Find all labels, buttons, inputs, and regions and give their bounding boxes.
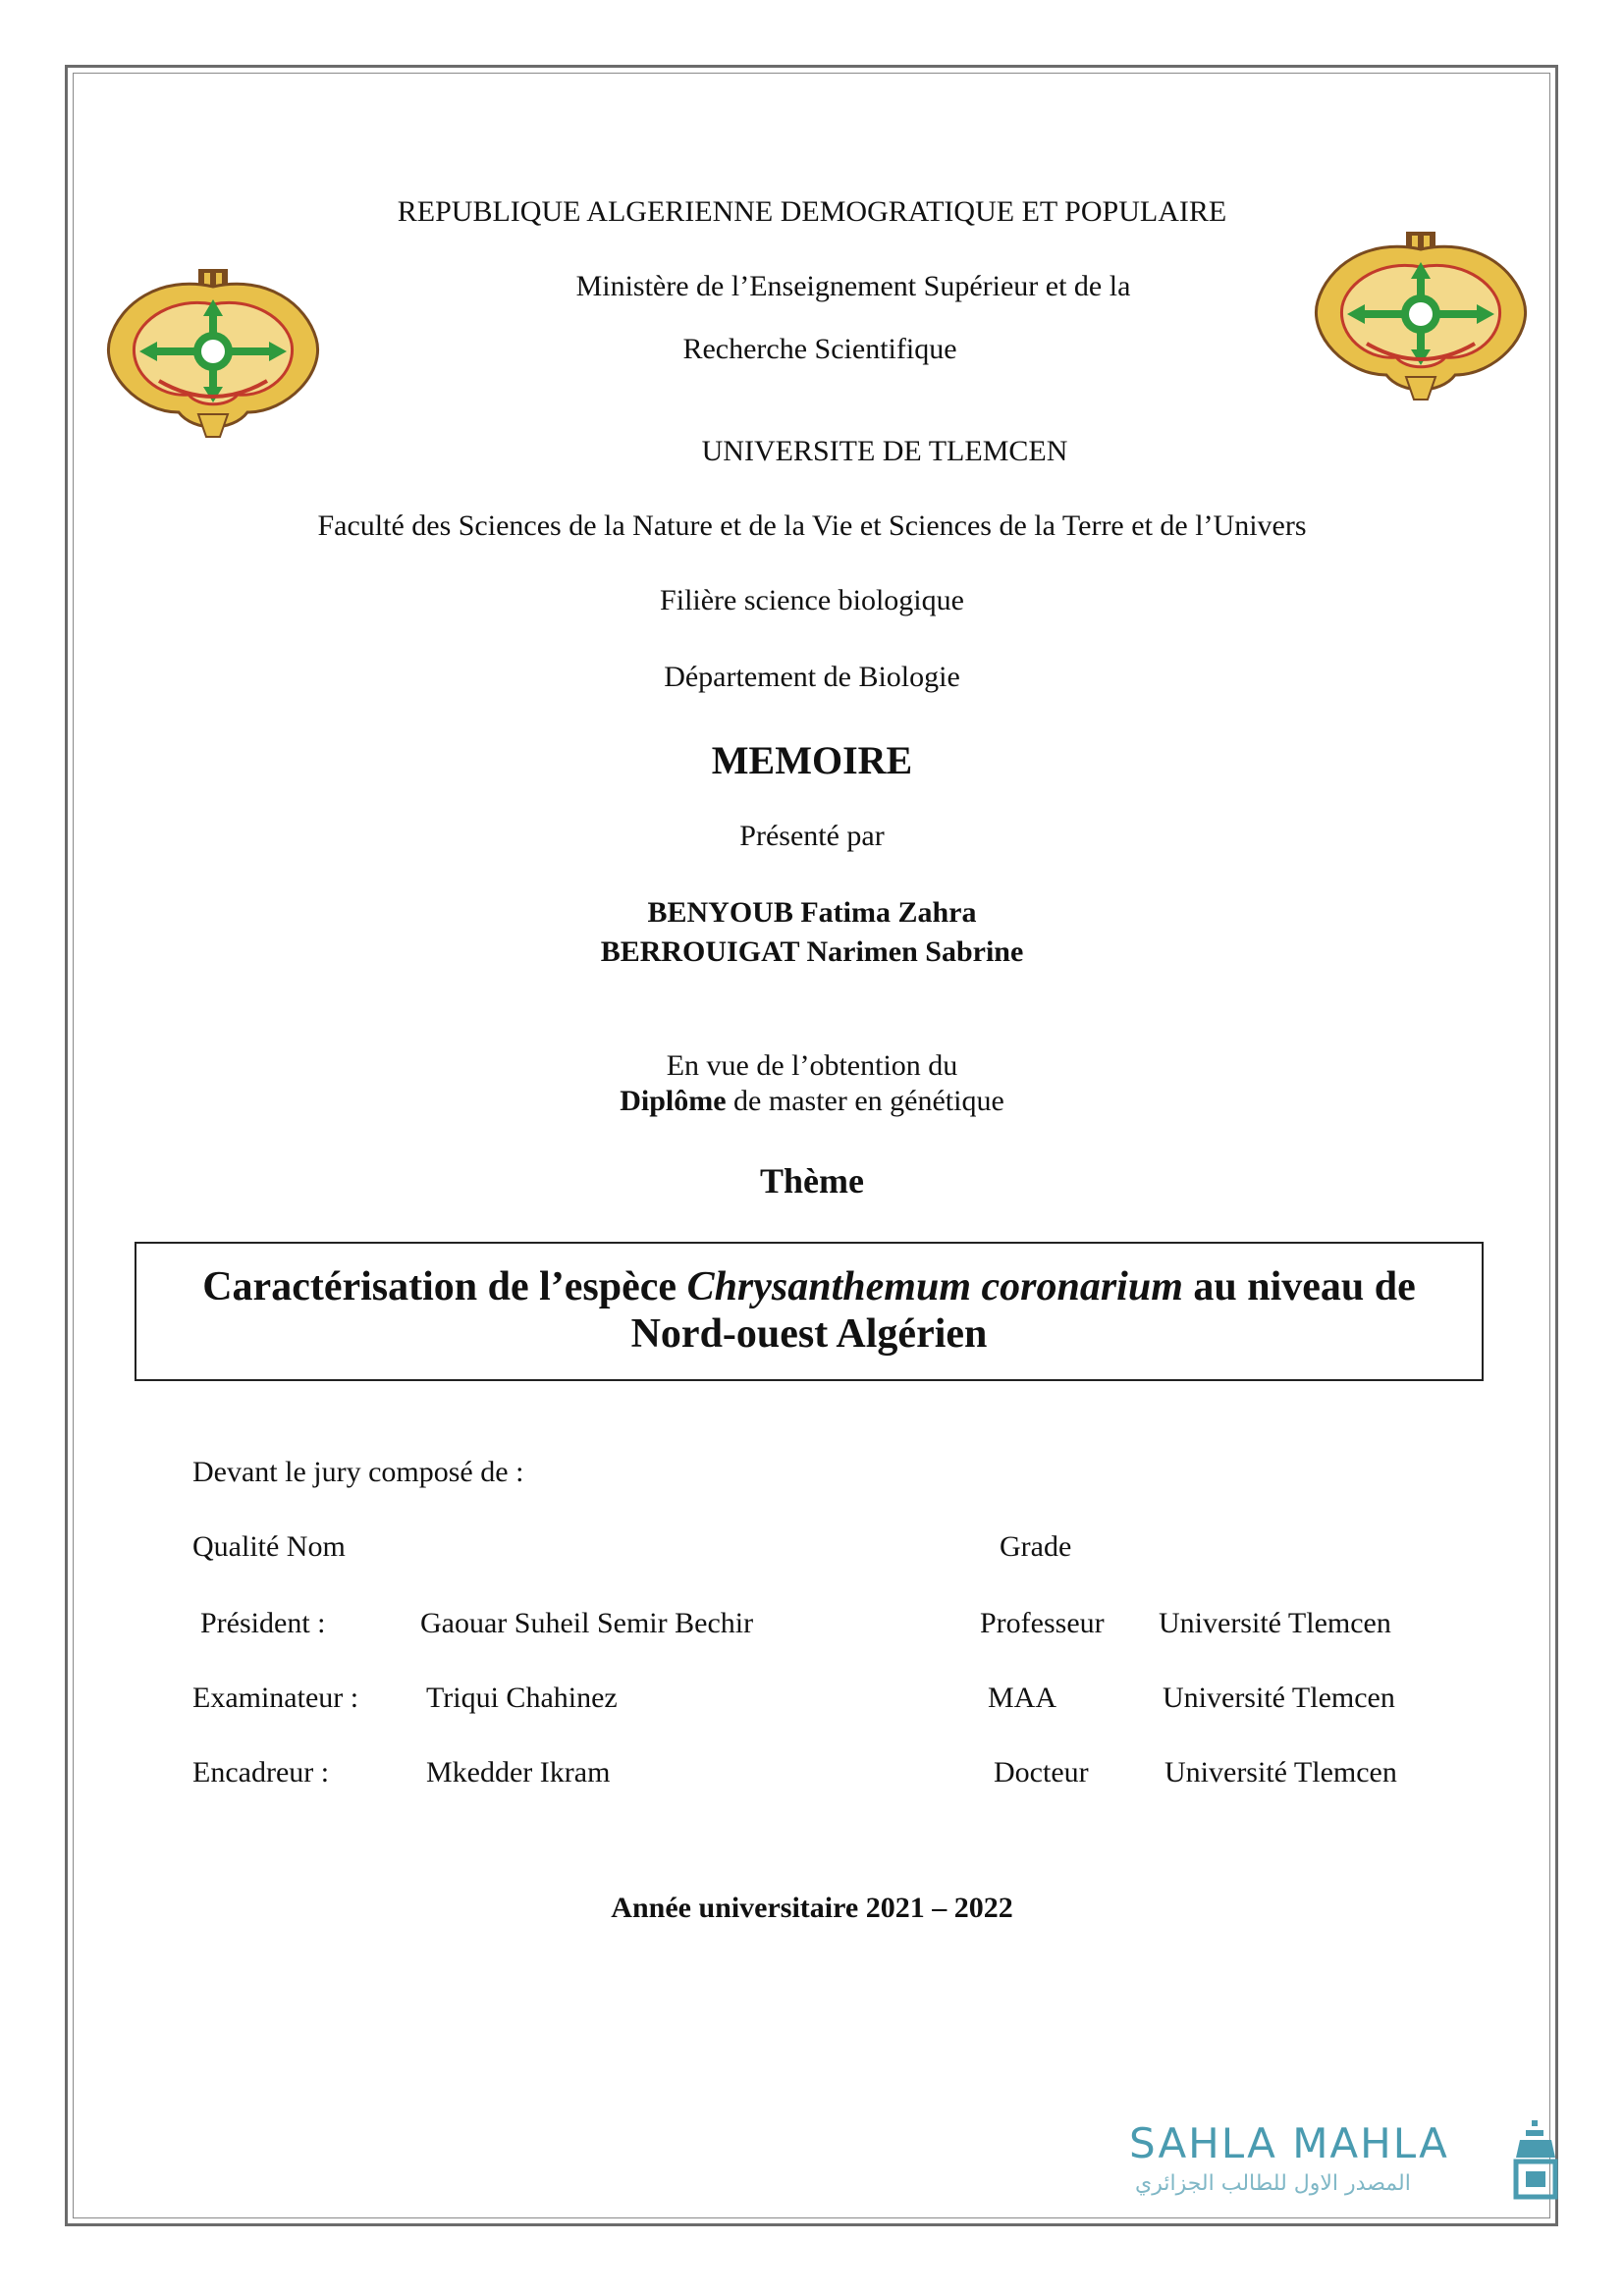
author-2: BERROUIGAT Narimen Sabrine bbox=[600, 935, 1024, 968]
ministry-line-1: Ministère de l’Enseignement Supérieur et de la bbox=[575, 270, 1131, 302]
republic-title: REPUBLIQUE ALGERIENNE DEMOGRATIQUE ET POPULAIRE bbox=[397, 195, 1227, 228]
title-part-1: Caractérisation de l’espèce bbox=[202, 1264, 687, 1309]
jury-member-3-grade: Docteur bbox=[994, 1756, 1089, 1789]
diploma-bold-word: Diplôme bbox=[620, 1085, 727, 1117]
title-part-2: au niveau de bbox=[1182, 1264, 1416, 1309]
author-1: BENYOUB Fatima Zahra bbox=[647, 896, 977, 929]
jury-member-2-role: Examinateur : bbox=[192, 1682, 359, 1714]
academic-year: Année universitaire 2021 – 2022 bbox=[611, 1892, 1013, 1924]
faculty-name: Faculté des Sciences de la Nature et de la Vie et Sciences de la Terre et de l’Univers bbox=[317, 509, 1307, 542]
jury-intro: Devant le jury composé de : bbox=[192, 1456, 524, 1488]
jury-member-3-name: Mkedder Ikram bbox=[426, 1756, 611, 1789]
jury-member-1-grade: Professeur bbox=[980, 1607, 1105, 1639]
presented-by: Présenté par bbox=[739, 820, 885, 852]
jury-member-2-institution: Université Tlemcen bbox=[1163, 1682, 1395, 1714]
memoire-title: MEMOIRE bbox=[711, 738, 913, 782]
sahla-mahla-watermark bbox=[1129, 2118, 1561, 2207]
department-name: Département de Biologie bbox=[664, 661, 960, 693]
jury-member-1-name: Gaouar Suheil Semir Bechir bbox=[420, 1607, 754, 1639]
jury-member-3-institution: Université Tlemcen bbox=[1164, 1756, 1397, 1789]
diploma-line-2 bbox=[0, 1084, 1624, 1119]
jury-member-2-grade: MAA bbox=[988, 1682, 1057, 1714]
diploma-rest: de master en génétique bbox=[726, 1085, 1004, 1117]
university-logo-right bbox=[1308, 228, 1534, 404]
watermark-brand: SAHLA MAHLA bbox=[1129, 2119, 1449, 2167]
jury-member-3-role: Encadreur : bbox=[192, 1756, 330, 1789]
jury-member-1-institution: Université Tlemcen bbox=[1159, 1607, 1391, 1639]
watermark-tagline: المصدر الاول للطالب الجزائري bbox=[1135, 2171, 1411, 2196]
jury-member-1-role: Président : bbox=[200, 1607, 326, 1639]
jury-member-2-name: Triqui Chahinez bbox=[426, 1682, 618, 1714]
jury-header-role: Qualité Nom bbox=[192, 1530, 346, 1563]
watermark-emblem-icon bbox=[1512, 2118, 1559, 2207]
university-name: UNIVERSITE DE TLEMCEN bbox=[701, 435, 1068, 467]
ministry-line-2: Recherche Scientifique bbox=[682, 333, 957, 365]
theme-label: Thème bbox=[760, 1161, 864, 1201]
species-name: Chrysanthemum coronarium bbox=[686, 1264, 1183, 1309]
thesis-title-line-2: Nord-ouest Algérien bbox=[630, 1311, 988, 1357]
thesis-title-box bbox=[135, 1242, 1484, 1381]
thesis-title-line-1 bbox=[136, 1263, 1482, 1310]
filiere-name: Filière science biologique bbox=[660, 584, 964, 616]
jury-header-grade: Grade bbox=[1000, 1530, 1072, 1563]
diploma-line-1: En vue de l’obtention du bbox=[666, 1049, 958, 1082]
